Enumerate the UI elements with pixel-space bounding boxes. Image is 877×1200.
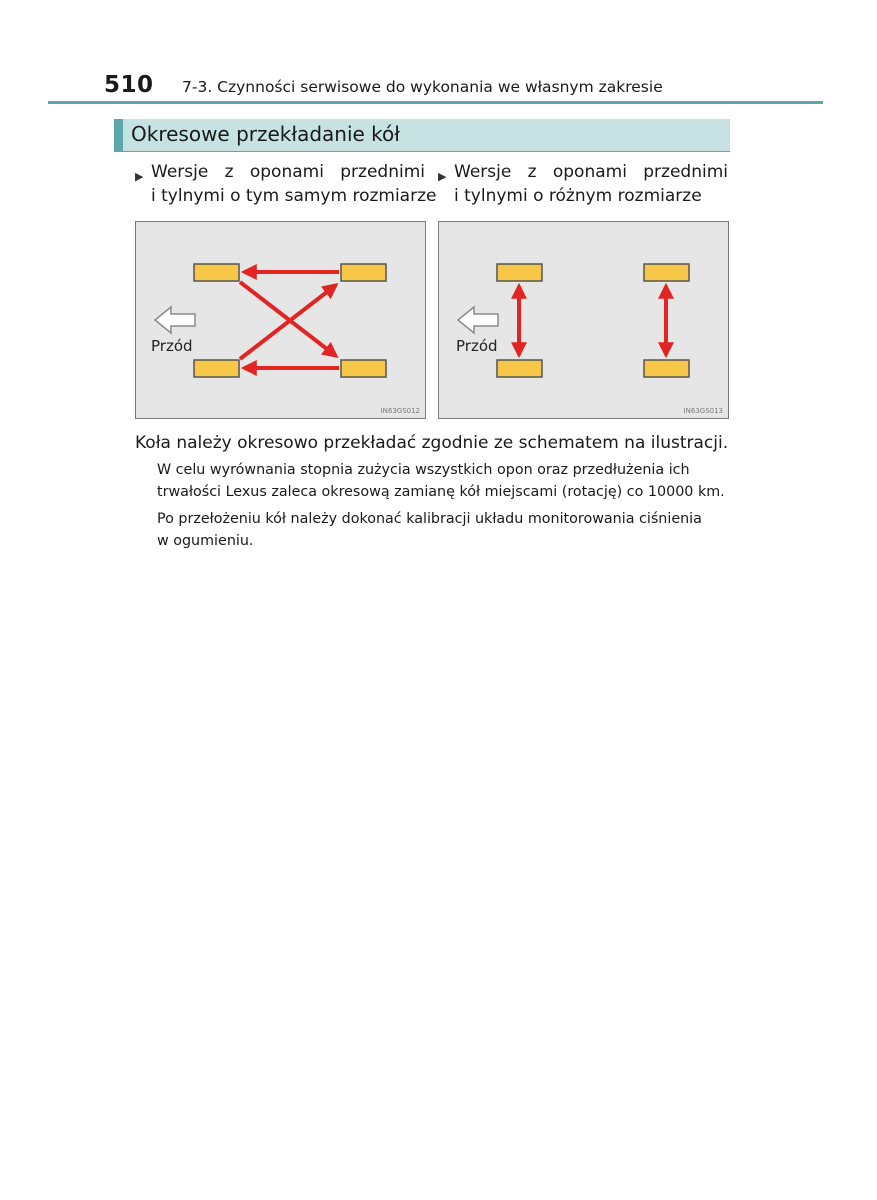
- front-direction-arrow-icon: [155, 307, 195, 333]
- figure-code: IN63GS012: [380, 407, 420, 415]
- tire-front-right: [341, 264, 386, 281]
- rotation-arrow-diagonal-up: [240, 285, 336, 359]
- tire-rear-right: [341, 360, 386, 377]
- variant-label-line2: i tylnymi o różnym rozmiarze: [454, 186, 702, 206]
- triangle-bullet-icon: ▶: [438, 170, 447, 183]
- rotation-arrow-diagonal-down: [240, 282, 336, 356]
- section-heading-text: Okresowe przekładanie kół: [131, 122, 400, 146]
- front-label: Przód: [456, 337, 498, 355]
- note-tpms-calibration: [157, 508, 730, 552]
- note-rotation-interval: [157, 459, 730, 503]
- tire-front-left: [497, 264, 542, 281]
- rotation-diagram-cross: [135, 221, 426, 419]
- tire-front-left: [194, 264, 239, 281]
- variant-label-line1: Wersje z oponami przednimi: [454, 162, 728, 182]
- triangle-bullet-icon: ▶: [135, 170, 144, 183]
- cross-rotation-svg: [136, 222, 427, 420]
- variant-label-line1: Wersje z oponami przednimi: [151, 162, 425, 182]
- page-number: 510: [104, 72, 154, 98]
- note-line: trwałości Lexus zaleca okresową zamianę kół miejscami (rotację) co 10000 km.: [157, 484, 725, 500]
- heading-accent-bar: [114, 119, 123, 151]
- vertical-rotation-svg: [439, 222, 730, 420]
- variant-label-line2: i tylnymi o tym samym rozmiarze: [151, 186, 437, 206]
- front-label: Przód: [151, 337, 193, 355]
- tire-rear-left: [497, 360, 542, 377]
- tire-rear-left: [194, 360, 239, 377]
- note-line: W celu wyrównania stopnia zużycia wszystkich opon oraz przedłużenia ich: [157, 462, 690, 478]
- header-rule: [48, 101, 823, 104]
- front-direction-arrow-icon: [458, 307, 498, 333]
- note-line: w ogumieniu.: [157, 533, 254, 549]
- section-heading: [114, 119, 730, 151]
- rotation-diagram-vertical: [438, 221, 729, 419]
- tire-front-right: [644, 264, 689, 281]
- chapter-title: 7-3. Czynności serwisowe do wykonania we własnym zakresie: [182, 78, 663, 96]
- note-line: Po przełożeniu kół należy dokonać kalibracji układu monitorowania ciśnienia: [157, 511, 702, 527]
- heading-underline: [114, 151, 730, 152]
- tire-rear-right: [644, 360, 689, 377]
- figure-code: IN63GS013: [683, 407, 723, 415]
- main-instruction: Koła należy okresowo przekładać zgodnie ze schematem na ilustracji.: [135, 433, 729, 453]
